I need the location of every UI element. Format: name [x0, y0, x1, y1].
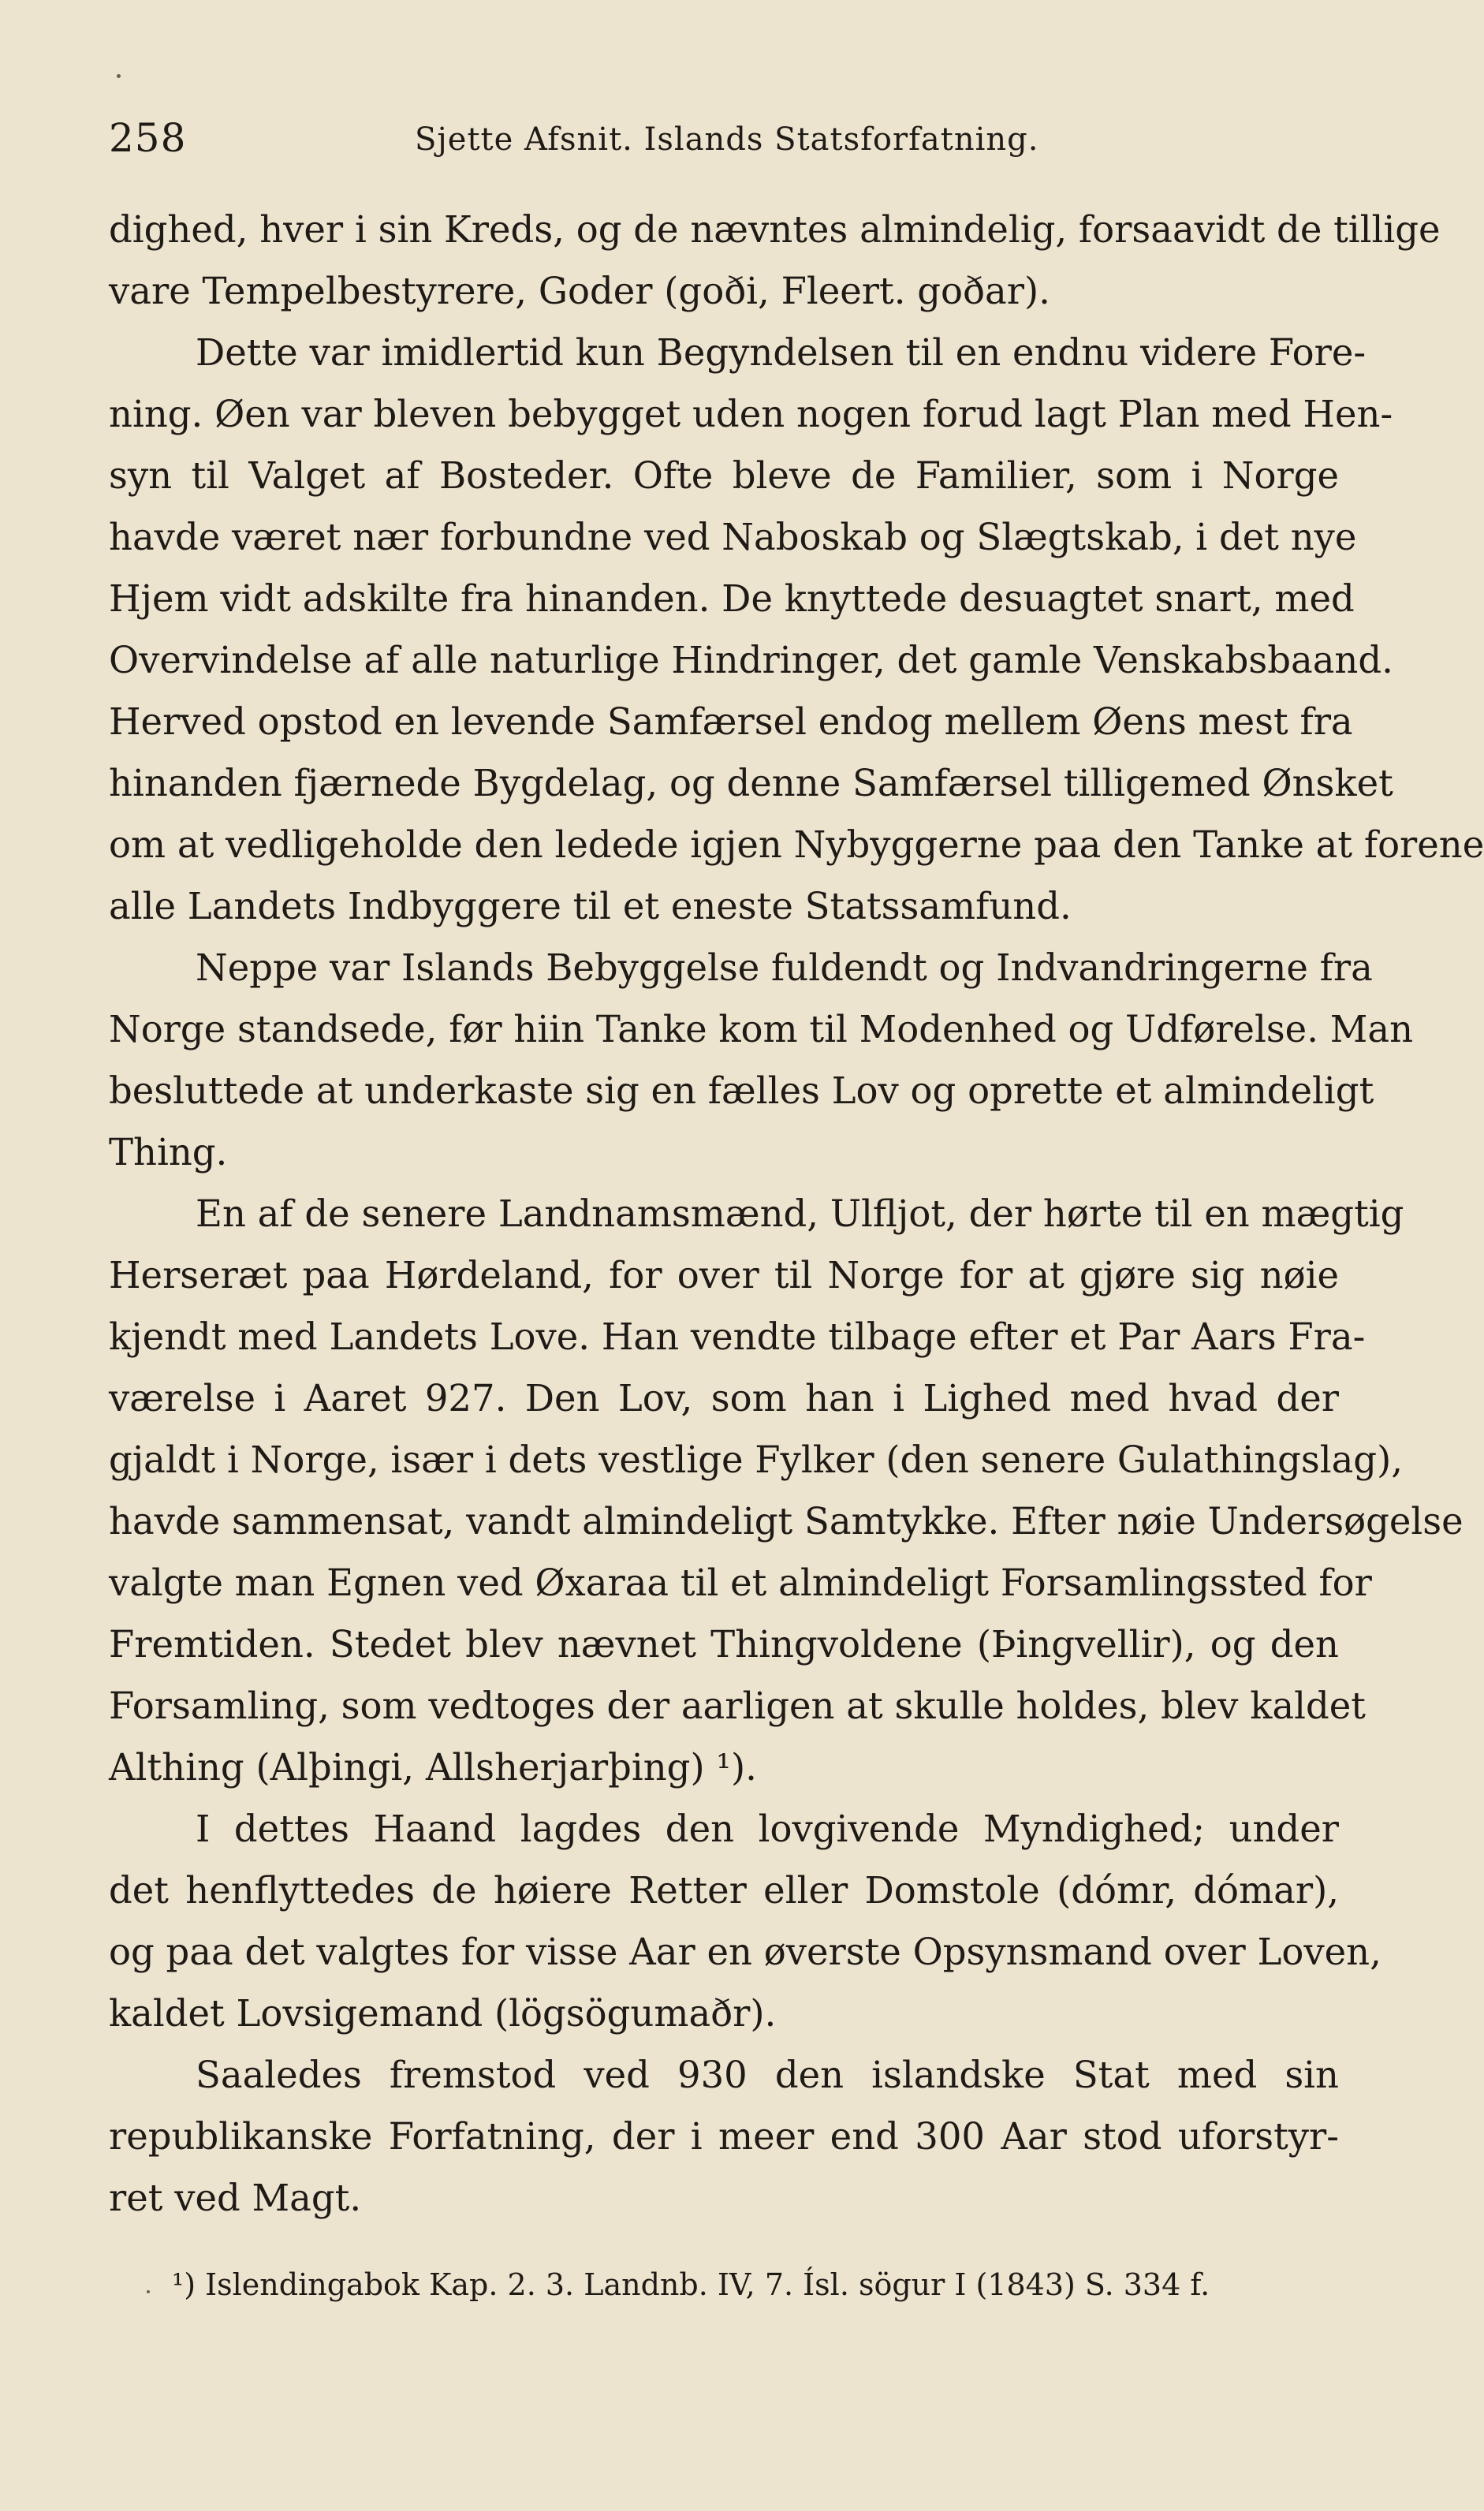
paper-speck [117, 74, 121, 78]
text-line: Saaledes fremstod ved 930 den islandske Stat med sin [196, 2054, 1339, 2096]
text-line: valgte man Egnen ved Øxaraa til et almindeligt Forsamlingssted for [109, 1561, 1372, 1604]
text-line: Dette var imidlertid kun Begyndelsen til en endnu videre Fore- [196, 331, 1367, 374]
page-number: 258 [109, 115, 187, 161]
text-line: Fremtiden. Stedet blev nævnet Thingvoldene (Þingvellir), og den [109, 1623, 1339, 1666]
text-line: Norge standsede, før hiin Tanke kom til Modenhed og Udførelse. Man [109, 1008, 1414, 1050]
footnote: ¹) Islendingabok Kap. 2. 3. Landnb. IV, 7. Ísl. sögur I (1843) S. 334 f. [172, 2267, 1210, 2302]
text-line: besluttede at underkaste sig en fælles Lov og oprette et almindeligt [109, 1069, 1374, 1112]
text-line: Hjem vidt adskilte fra hinanden. De knyttede desuagtet snart, med [109, 577, 1355, 620]
text-line: havde sammensat, vandt almindeligt Samtykke. Efter nøie Undersøgelse [109, 1500, 1463, 1543]
text-line: hinanden fjærnede Bygdelag, og denne Samfærsel tilligemed Ønsket [109, 762, 1393, 804]
paragraph [109, 2044, 1339, 2229]
text-line: gjaldt i Norge, især i dets vestlige Fylker (den senere Gulathingslag), [109, 1438, 1403, 1481]
text-line: og paa det valgtes for visse Aar en øverste Opsynsmand over Loven, [109, 1931, 1381, 1973]
paragraph [109, 937, 1414, 1183]
text-line: alle Landets Indbyggere til et eneste Statssamfund. [109, 885, 1072, 927]
text-line: Forsamling, som vedtoges der aarligen at skulle holdes, blev kaldet [109, 1685, 1366, 1727]
text-line: Thing. [109, 1131, 228, 1173]
text-line: Althing (Alþingi, Allsherjarþing) ¹). [109, 1746, 757, 1789]
paragraph [109, 199, 1441, 322]
text-line: Herved opstod en levende Samfærsel endog mellem Øens mest fra [109, 700, 1353, 743]
text-line: ret ved Magt. [109, 2177, 362, 2219]
page-header [109, 110, 1339, 166]
text-line: kaldet Lovsigemand (lögsögumaðr). [109, 1992, 777, 2035]
running-head: Sjette Afsnit. Islands Statsforfatning. [415, 121, 1039, 158]
paragraph [109, 1798, 1381, 2044]
text-line: vare Tempelbestyrere, Goder (goði, Fleert. goðar). [109, 270, 1050, 312]
text-line: syn til Valget af Bosteder. Ofte bleve de Familier, som i Norge [109, 454, 1339, 497]
text-line: om at vedligeholde den ledede igjen Nybyggerne paa den Tanke at forene [109, 823, 1484, 866]
text-line: Herseræt paa Hørdeland, for over til Norge for at gjøre sig nøie [109, 1254, 1339, 1297]
text-line: En af de senere Landnamsmænd, Ulfljot, der hørte til en mægtig [196, 1192, 1404, 1235]
paper-speck [147, 2290, 150, 2293]
text-line: det henflyttedes de høiere Retter eller Domstole (dómr, dómar), [109, 1869, 1339, 1912]
text-line: republikanske Forfatning, der i meer end 300 Aar stod uforstyr- [109, 2115, 1339, 2158]
text-line: I dettes Haand lagdes den lovgivende Myndighed; under [196, 1808, 1339, 1850]
text-line: havde været nær forbundne ved Naboskab og Slægtskab, i det nye [109, 516, 1357, 558]
body-text [109, 199, 1484, 2229]
text-line: ning. Øen var bleven bebygget uden nogen forud lagt Plan med Hen- [109, 393, 1393, 435]
text-line: Overvindelse af alle naturlige Hindringer, det gamle Venskabsbaand. [109, 639, 1393, 681]
paragraph [109, 1183, 1463, 1798]
text-line: Neppe var Islands Bebyggelse fuldendt og Indvandringerne fra [196, 946, 1373, 989]
text-line: kjendt med Landets Love. Han vendte tilbage efter et Par Aars Fra- [109, 1315, 1366, 1358]
paragraph [109, 322, 1484, 937]
text-line: værelse i Aaret 927. Den Lov, som han i Lighed med hvad der [109, 1377, 1339, 1420]
text-line: dighed, hver i sin Kreds, og de nævntes almindelig, forsaavidt de tillige [109, 208, 1441, 251]
